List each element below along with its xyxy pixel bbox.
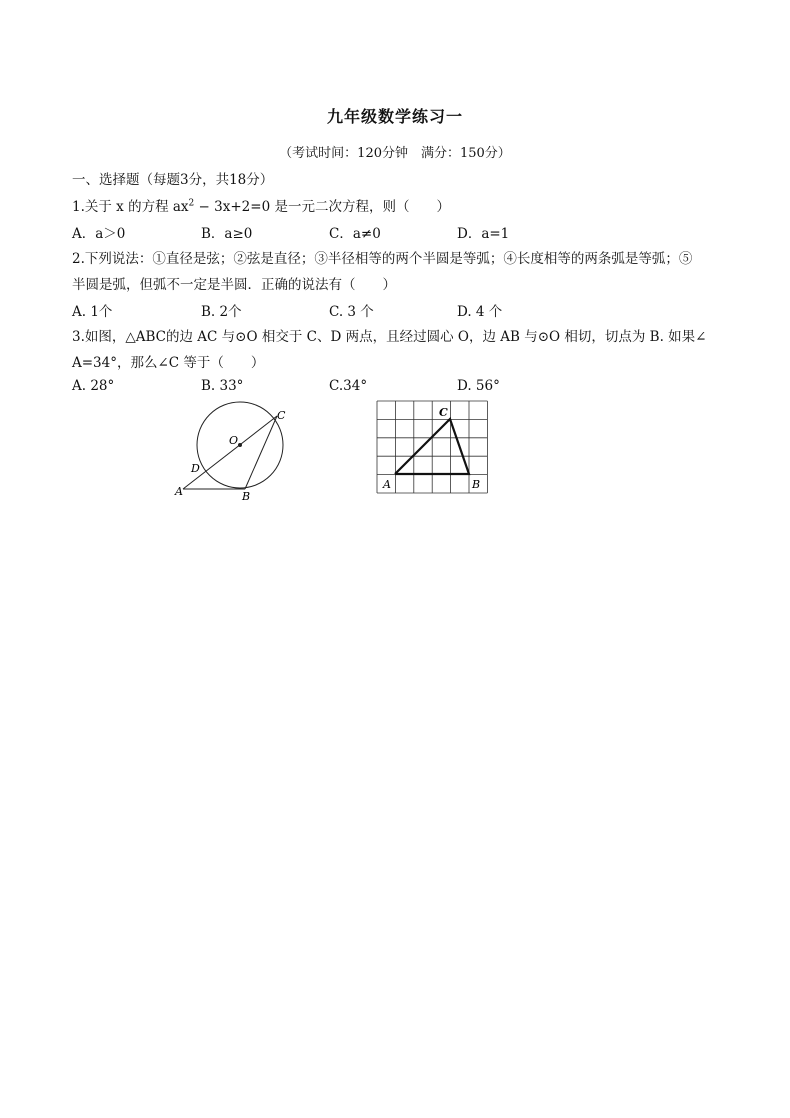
center-point <box>238 443 242 447</box>
question-3-line-1: 3.如图，△ABC的边 AC 与⊙O 相交于 C、D 两点，且经过圆心 O，边 AB 与⊙O 相切，切点为 B. 如果∠ <box>72 329 707 345</box>
question-1-text-end: − 3x+2=0 是一元二次方程，则（ ） <box>194 199 450 215</box>
question-1-exponent: 2 <box>188 198 195 209</box>
q3-option-d: D. 56° <box>457 378 500 394</box>
section-heading: 一、选择题（每题3分，共18分） <box>72 172 274 188</box>
label-a: A <box>383 478 391 491</box>
label-a: A <box>175 485 183 498</box>
question-3-line-2: A=34°，那么∠C 等于（ ） <box>72 355 265 371</box>
question-2-line-1: 2.下列说法：①直径是弦；②弦是直径；③半径相等的两个半圆是等弧；④长度相等的两条弧是等弧；⑤ <box>72 251 693 267</box>
grid <box>377 401 487 493</box>
q3-option-b: B. 33° <box>201 378 244 394</box>
segment-bc <box>245 416 277 489</box>
label-b: B <box>242 490 251 503</box>
segment-ac <box>183 416 277 489</box>
q1-option-a: A．a＞0 <box>72 226 126 242</box>
question-2-line-2: 半圆是弧，但弧不一定是半圆．正确的说法有（ ） <box>72 277 396 293</box>
page-title: 九年级数学练习一 <box>326 107 463 126</box>
q2-option-b: B. 2个 <box>201 304 242 320</box>
circle-tangent-figure <box>165 400 300 510</box>
question-1 <box>72 195 450 215</box>
q2-option-c: C. 3 个 <box>329 304 374 320</box>
q1-option-b: B．a≥0 <box>201 226 253 242</box>
q2-option-d: D. 4 个 <box>457 304 503 320</box>
label-c: C <box>439 406 448 419</box>
grid-triangle-figure <box>376 400 491 496</box>
q1-option-c: C．a≠0 <box>329 226 381 242</box>
label-o: O <box>229 434 239 447</box>
q3-option-c: C.34° <box>329 378 368 394</box>
label-b: B <box>472 478 481 491</box>
q3-option-a: A. 28° <box>72 378 115 394</box>
q1-option-d: D．a=1 <box>457 226 510 242</box>
q2-option-a: A. 1个 <box>72 304 113 320</box>
exam-info: （考试时间：120分钟 满分：150分） <box>279 146 511 161</box>
question-1-text-start: 1.关于 x 的方程 ax <box>72 199 189 215</box>
label-c: C <box>277 409 286 422</box>
label-d: D <box>191 462 200 475</box>
